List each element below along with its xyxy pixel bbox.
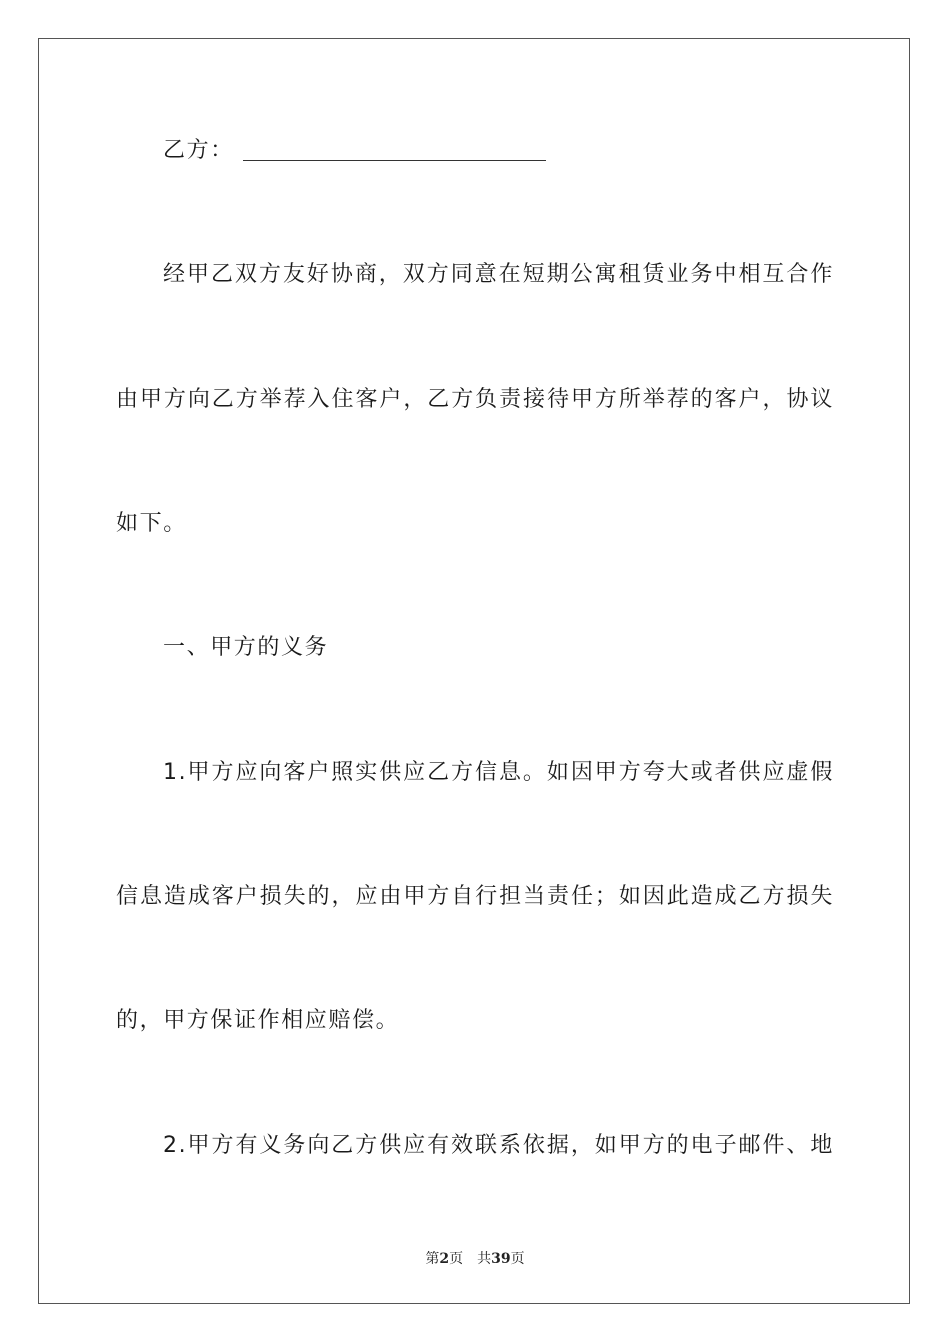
footer-total-prefix: 共 (477, 1251, 492, 1267)
paragraph-line: 经甲乙双方友好协商，双方同意在短期公寓租赁业务中相互合作 (163, 262, 834, 287)
footer-total-suffix: 页 (510, 1251, 525, 1267)
party-b-line (163, 136, 834, 166)
page-footer (0, 1248, 950, 1268)
footer-page-suffix: 页 (449, 1251, 464, 1267)
footer-page-number: 2 (439, 1251, 450, 1267)
paragraph-line: 如下。 (116, 511, 187, 536)
paragraph-line: 信息造成客户损失的，应由甲方自行担当责任；如因此造成乙方损失 (116, 884, 834, 909)
party-b-label: 乙方： (163, 138, 234, 163)
footer-page-prefix: 第 (425, 1251, 440, 1267)
section-heading: 一、甲方的义务 (163, 635, 329, 660)
paragraph-line: 由甲方向乙方举荐入住客户，乙方负责接待甲方所举荐的客户，协议 (116, 387, 834, 412)
page-border (38, 38, 910, 1304)
party-b-blank (243, 160, 546, 161)
footer-total-pages: 39 (491, 1251, 511, 1267)
paragraph-line: 2.甲方有义务向乙方供应有效联系依据，如甲方的电子邮件、地 (163, 1133, 834, 1158)
paragraph-line: 的，甲方保证作相应赔偿。 (116, 1008, 400, 1033)
paragraph-line: 1.甲方应向客户照实供应乙方信息。如因甲方夸大或者供应虚假 (163, 760, 834, 785)
